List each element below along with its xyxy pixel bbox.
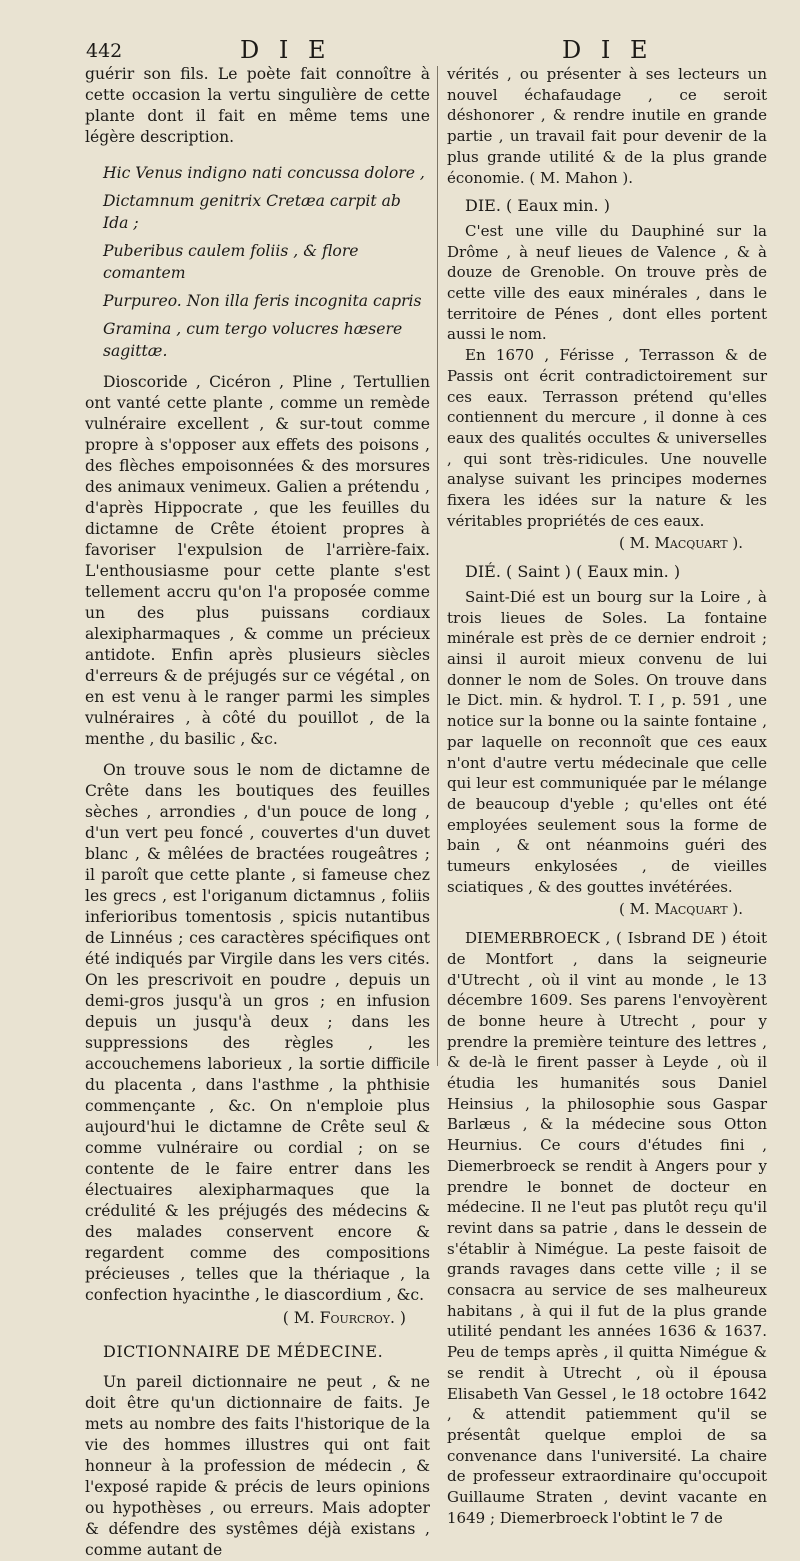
page-header bbox=[0, 36, 800, 66]
entry-heading: DIÉ. ( Saint ) ( Eaux min. ) bbox=[465, 562, 681, 582]
left-column bbox=[85, 64, 430, 1561]
paragraph: Saint-Dié est un bourg sur la Loire , à trois lieues de Soles. La fontaine minérale est près de ce dernier endroit ; ainsi il auroit mieux convenu de lui donner le nom de Soles. On trouve dans le Dict. min. & hydrol. T. I , p. 591 , une notice sur la bonne ou la sainte fontaine , par laquelle on reconnoît que ces eaux n'ont d'autre vertu médecinale que celle qui leur est communiquée par le mélange de beaucoup d'yeble ; qu'elles ont été employées seulement sous la forme de bain , & ont néanmoins guéri des tumeurs enkylosées , de vieilles sciatiques , & des gouttes invétérées. bbox=[447, 587, 767, 896]
running-head-right: D I E bbox=[562, 36, 654, 64]
verse-line: Purpureo. Non illa feris incognita capris bbox=[103, 292, 422, 310]
paragraph: DIEMERBROECK , ( Isbrand DE ) étoit de Montfort , dans la seigneurie d'Utrecht , où il vint au monde , le 13 décembre 1609. Ses parens l'envoyèrent de bonne heure à Utrecht , pour y prendre la première teinture des lettres , & de-là le firent passer à Leyde , où il étudia les humanités sous Daniel Heinsius , la philosophie sous Gaspar Barlæus , & la médecine sous Otton Heurnius. Ce cours d'études fini , Diemerbroeck se rendit à Angers pour y prendre le bonnet de docteur en médecine. Il ne l'eut pas plutôt reçu qu'il revint dans sa patrie , dans le dessein de s'établir à Nimégue. La peste faisoit de grands ravages dans cette ville ; il se consacra au service de ses malheureux habitans , à qui il fut de la plus grande utilité pendant les années 1636 & 1637. Peu de temps après , il quitta Nimégue & se rendit à Utrecht , où il épousa Elisabeth Van Gessel , le 18 octobre 1642 , & attendit patiemment qu'il se présentât quelque emploi de sa convenance dans l'université. La chaire de professeur extraordinaire qu'occupoit Guillaume Straten , devint vacante en 1649 ; Diemerbroeck l'obtint le 7 de bbox=[447, 929, 767, 1527]
paragraph: Dioscoride , Cicéron , Pline , Tertullien ont vanté cette plante , comme un remède vulnéraire excellent , & sur-tout comme propre à s'opposer aux effets des poisons , des flèches empoisonnées & des morsures des animaux venimeux. Galien a prétendu , d'après Hippocrate , que les feuilles du dictamne de Crête étoient propres à favoriser l'expulsion de l'arrière-faix. L'enthousiasme pour cette plante s'est tellement accru qu'on l'a proposée comme un des plus puissans cordiaux alexipharmaques , & comme un précieux antidote. Enfin après plusieurs siècles d'erreurs & de préjugés sur ce végétal , on en est venu à le ranger parmi les simples vulnéraires , à côté du pouillot , de la menthe , du basilic , &c. bbox=[85, 373, 430, 748]
paragraph: En 1670 , Férisse , Terrasson & de Passis ont écrit contradictoirement sur ces eaux. Terrasson prétend qu'elles contiennent du mercure , il donne à ces eaux des qualités occultes & universelles , qui sont très-ridicules. Une nouvelle analyse suivant les principes modernes fixera les idées sur la nature & les véritables propriétés de ces eaux. bbox=[447, 346, 767, 530]
author-signature: ( M. Macquart ). bbox=[619, 534, 743, 553]
column-divider bbox=[437, 66, 438, 1066]
page-number: 442 bbox=[86, 40, 123, 62]
paragraph: On trouve sous le nom de dictamne de Crête dans les boutiques des feuilles sèches , arrondies , d'un pouce de long , d'un vert peu foncé , couvertes d'un duvet blanc , & mêlées de bractées rougeâtres ; il paroît que cette plante , si fameuse chez les grecs , est l'origanum dictamnus , foliis inferioribus tomentosis , spicis nutantibus de Linnéus ; ces caractères spécifiques ont été indiqués par Virgile dans les vers cités. On les prescrivoit en poudre , depuis un demi-gros jusqu'à un gros ; en infusion depuis un jusqu'à deux ; dans les suppressions des règles , les accouchemens laborieux , la sortie difficile du placenta , dans l'asthme , la phthisie commençante , &c. On n'emploie plus aujourd'hui le dictamne de Crête seul & comme vulnéraire ou cordial ; on se contente de le faire entrer dans les électuaires alexipharmaques que la crédulité & les préjugés des médecins & des malades conservent encore & regardent comme des compositions précieuses , telles que la thériaque , la confection hyacinthe , le diascordium , &c. bbox=[85, 761, 430, 1304]
paragraph: vérités , ou présenter à ses lecteurs un nouvel échafaudage , ce seroit déshonorer , & rendre inutile en grande partie , un travail fait pour devenir de la plus grande utilité & de la plus grande économie. ( M. Mahon ). bbox=[447, 65, 767, 187]
paragraph: Un pareil dictionnaire ne peut , & ne doit être qu'un dictionnaire de faits. Je mets au nombre des faits l'historique de la vie des hommes illustres qui ont fait honneur à la profession de médecin , & l'exposé rapide & précis de leurs opinions ou hypothèses , ou erreurs. Mais adopter & défendre des systêmes déjà existans , comme autant de bbox=[85, 1373, 430, 1559]
verse-line: Gramina , cum tergo volucres hæsere sagittæ. bbox=[103, 320, 403, 360]
section-heading: DICTIONNAIRE DE MÉDECINE. bbox=[103, 1342, 384, 1361]
author-signature: ( M. Fourcroy. ) bbox=[282, 1309, 406, 1327]
verse-line: Hic Venus indigno nati concussa dolore , bbox=[103, 164, 425, 182]
entry-heading: DIE. ( Eaux min. ) bbox=[465, 196, 610, 216]
right-column bbox=[447, 64, 767, 1529]
verse-line: Dictamnum genitrix Cretæa carpit ab Ida ; bbox=[103, 192, 401, 232]
running-head-left: D I E bbox=[240, 36, 332, 64]
verse-line: Puberibus caulem foliis , & flore comantem bbox=[103, 242, 359, 282]
author-signature: ( M. Macquart ). bbox=[619, 900, 743, 919]
paragraph: C'est une ville du Dauphiné sur la Drôme , à neuf lieues de Valence , & à douze de Grenoble. On trouve près de cette ville des eaux minérales , dans le territoire de Pénes , dont elles portent aussi le nom. bbox=[447, 221, 767, 344]
paragraph: guérir son fils. Le poète fait connoître à cette occasion la vertu singulière de cette plante dont il fait en même tems une légère description. bbox=[85, 65, 430, 146]
latin-verse bbox=[103, 162, 430, 362]
